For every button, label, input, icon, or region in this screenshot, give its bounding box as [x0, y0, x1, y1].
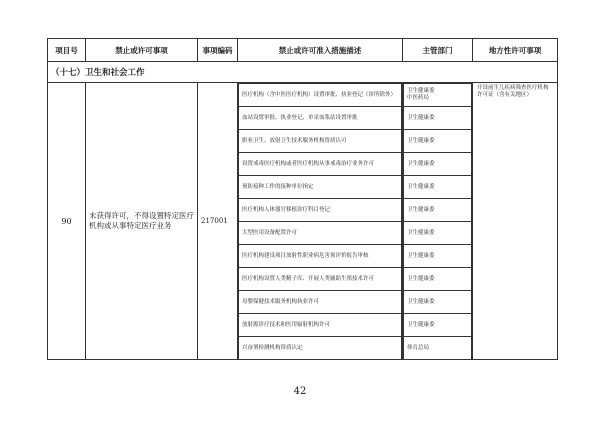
department-item: 卫生健康委	[404, 314, 472, 337]
measure-item: 预防接种工作的接种单位指定	[239, 176, 402, 199]
measure-item: 医疗机构设置人类精子库、开展人类辅助生殖技术许可	[239, 268, 402, 291]
header-item: 禁止或许可事项	[86, 39, 198, 62]
department-item: 卫生健康委	[404, 245, 472, 268]
item-code: 217001	[198, 83, 238, 360]
measure-item: 放射源诊疗技术和医用辐射机构许可	[239, 314, 402, 337]
department-item: 体育总局	[404, 337, 472, 360]
project-number: 90	[48, 83, 86, 360]
table-row	[48, 83, 558, 360]
department-item: 卫生健康委 中医药局	[404, 84, 472, 107]
department-item: 卫生健康委	[404, 199, 472, 222]
item-description: 未获得许可，不得设置特定医疗机构或从事特定医疗业务	[86, 83, 198, 360]
departments-cell	[403, 83, 473, 360]
department-item: 卫生健康委	[404, 107, 472, 130]
measure-item: 血站设置审批、执业登记、单采血浆站设置审批	[239, 107, 402, 130]
departments-list	[403, 83, 472, 359]
department-item: 卫生健康委	[404, 130, 472, 153]
local-item-text: 开设前生儿疾病筛查医疗机构许可证（含有关地区）	[477, 85, 549, 98]
measure-item: 职业卫生、放射卫生技术服务机构资质认可	[239, 130, 402, 153]
header-row	[48, 39, 558, 62]
department-item: 卫生健康委	[404, 176, 472, 199]
permit-table	[47, 38, 558, 360]
measure-item: 医疗机构人体器官移植诊疗科目登记	[239, 199, 402, 222]
department-item: 卫生健康委	[404, 153, 472, 176]
measure-item: 医疗机构建设项目放射性职业病危害预评价报告审核	[239, 245, 402, 268]
measure-item: 设置戒毒医疗机构或者医疗机构从事戒毒治疗业务许可	[239, 153, 402, 176]
department-item: 卫生健康委	[404, 222, 472, 245]
header-code: 事项编码	[198, 39, 238, 62]
header-local-item: 地方性许可事项	[473, 39, 558, 62]
local-item-cell	[473, 83, 558, 360]
measures-list	[238, 83, 402, 359]
measure-item: 大型医用设备配置许可	[239, 222, 402, 245]
header-project-number: 项目号	[48, 39, 86, 62]
measure-item: 医疗机构（含中医医疗机构）设置审批、执业登记（诊所除外）	[239, 84, 402, 107]
department-item: 卫生健康委	[404, 291, 472, 314]
measure-item: 母婴保健技术服务机构执业许可	[239, 291, 402, 314]
section-row	[48, 62, 558, 83]
header-measures: 禁止或许可准入措施描述	[238, 39, 403, 62]
page-number: 42	[293, 386, 307, 397]
measures-cell	[238, 83, 403, 360]
measure-item: 兴奋剂检测机构资质认定	[239, 337, 402, 360]
section-title: （十七）卫生和社会工作	[48, 62, 558, 83]
department-item: 卫生健康委	[404, 268, 472, 291]
header-department: 主管部门	[403, 39, 473, 62]
